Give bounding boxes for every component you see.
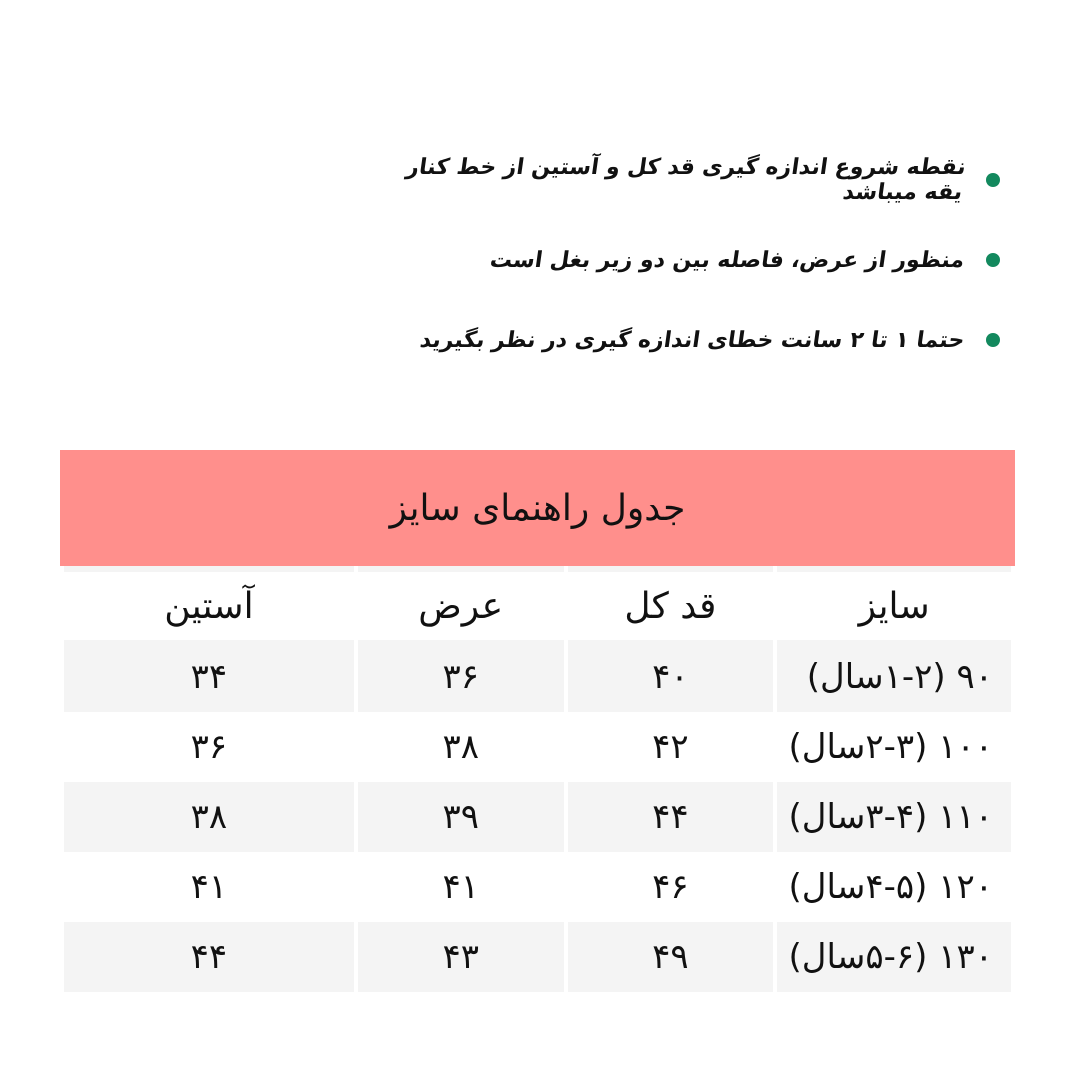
header-total-length: قد کل [568, 566, 774, 642]
table-header-row [64, 566, 1011, 642]
cell-width: ۴۳ [358, 922, 564, 992]
cell-size: ۱۳۰ (۵-۶سال) [777, 922, 1011, 992]
size-table [60, 566, 1015, 992]
cell-total-length: ۴۲ [568, 712, 774, 782]
note-item [380, 300, 1000, 380]
cell-size: ۱۱۰ (۳-۴سال) [777, 782, 1011, 852]
cell-total-length: ۴۶ [568, 852, 774, 922]
cell-sleeve: ۳۶ [64, 712, 354, 782]
header-sleeve: آستین [64, 566, 354, 642]
note-item [380, 140, 1000, 220]
cell-width: ۳۸ [358, 712, 564, 782]
table-row [64, 642, 1011, 712]
notes-list [380, 140, 1000, 380]
note-text: حتما ۱ تا ۲ سانت خطای اندازه گیری در نظر بگیرید [417, 327, 966, 353]
cell-total-length: ۴۹ [568, 922, 774, 992]
size-guide-table [60, 450, 1015, 992]
cell-sleeve: ۴۴ [64, 922, 354, 992]
bullet-dot-icon [986, 173, 1000, 187]
cell-total-length: ۴۰ [568, 642, 774, 712]
cell-size: ۹۰ (۱-۲سال) [777, 642, 1011, 712]
cell-total-length: ۴۴ [568, 782, 774, 852]
cell-sleeve: ۳۴ [64, 642, 354, 712]
table-row [64, 922, 1011, 992]
note-text: نقطه شروع اندازه گیری قد کل و آستین از خط کنار یقه میباشد [404, 155, 968, 205]
table-row [64, 712, 1011, 782]
cell-size: ۱۰۰ (۲-۳سال) [777, 712, 1011, 782]
cell-size: ۱۲۰ (۴-۵سال) [777, 852, 1011, 922]
cell-sleeve: ۴۱ [64, 852, 354, 922]
table-row [64, 782, 1011, 852]
note-item [380, 220, 1000, 300]
cell-width: ۳۶ [358, 642, 564, 712]
header-width: عرض [358, 566, 564, 642]
cell-sleeve: ۳۸ [64, 782, 354, 852]
cell-width: ۴۱ [358, 852, 564, 922]
cell-width: ۳۹ [358, 782, 564, 852]
bullet-dot-icon [986, 253, 1000, 267]
table-row [64, 852, 1011, 922]
header-size: سایز [777, 566, 1011, 642]
note-text: منظور از عرض، فاصله بین دو زیر بغل است [487, 247, 966, 273]
bullet-dot-icon [986, 333, 1000, 347]
table-title: جدول راهنمای سایز [60, 450, 1015, 566]
